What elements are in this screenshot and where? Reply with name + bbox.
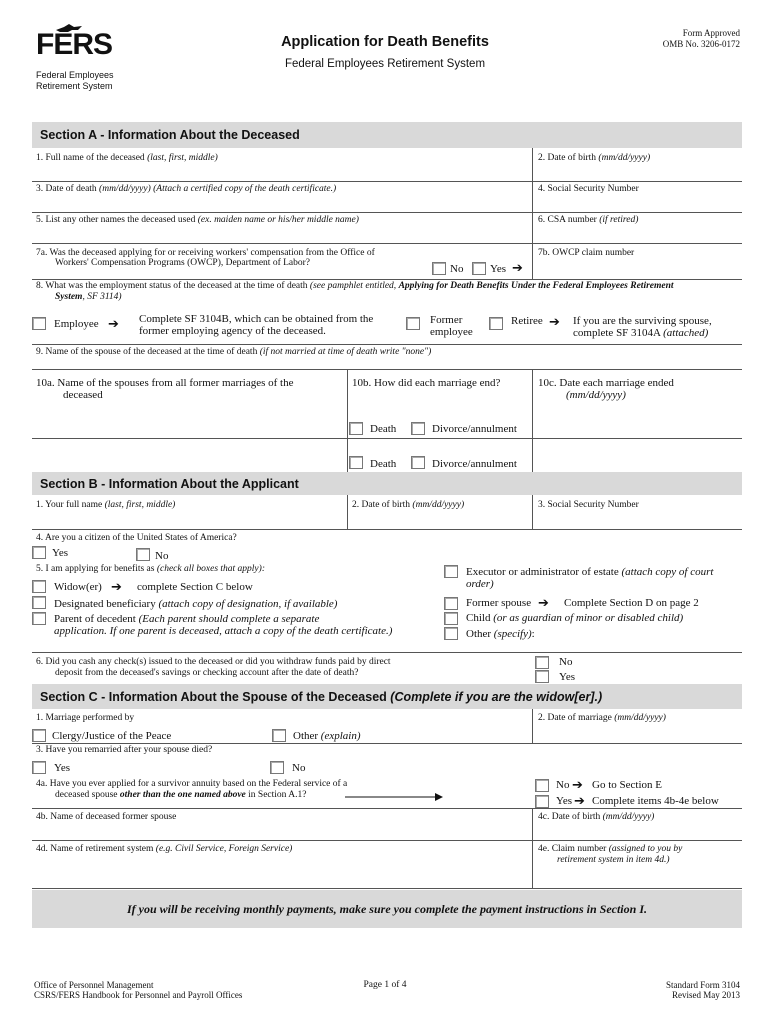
cashed-yes-label: Yes	[559, 671, 576, 683]
citizen-yes-label: Yes	[52, 547, 69, 559]
clergy-label: Clergy/Justice of the Peace	[52, 730, 172, 742]
a-q3: 3. Date of death (mm/dd/yyyy) (Attach a certified copy of the death certificate.)	[36, 184, 337, 194]
executor-hint-2: order)	[466, 578, 494, 590]
logo-subtitle	[36, 70, 114, 92]
c-q4e-line1: 4e. Claim number (assigned to you by	[538, 844, 683, 854]
clergy-checkbox[interactable]	[32, 729, 46, 742]
section-c-title: Section C - Information About the Spouse of the Deceased	[40, 689, 387, 704]
page-subtitle: Federal Employees Retirement System	[284, 58, 486, 70]
annuity-yes-checkbox[interactable]	[535, 795, 549, 808]
other-applicant-checkbox[interactable]	[444, 627, 458, 640]
a-q7b: 7b. OWCP claim number	[538, 248, 635, 258]
payment-notice-text: If you will be receiving monthly payments, make sure you complete the payment instructions in Section I.	[126, 901, 647, 916]
citizen-no-checkbox[interactable]	[136, 548, 150, 561]
c-q3: 3. Have you remarried after your spouse died?	[36, 745, 213, 755]
long-arrow-icon	[345, 793, 443, 801]
designated-label: Designated beneficiary (attach copy of designation, if available)	[54, 598, 338, 610]
widow-note: complete Section C below	[137, 581, 253, 593]
annuity-no-label: No	[556, 779, 570, 791]
former-employee-label-2: employee	[430, 326, 473, 338]
former-spouse-label: Former spouse	[466, 597, 532, 609]
a-q8-line1: 8. What was the employment status of the deceased at the time of death (see pamphlet entitled, Applying for Death Benefits Under the Federal Employees Retirement	[36, 281, 674, 291]
footer-right-1: Standard Form 3104	[666, 980, 740, 990]
retiree-note-1: If you are the surviving spouse,	[573, 315, 712, 327]
footer-right-2: Revised May 2013	[672, 990, 740, 1000]
a-q10b: 10b. How did each marriage end?	[352, 377, 501, 389]
designated-checkbox[interactable]	[32, 596, 46, 609]
marriage1-divorce-checkbox[interactable]	[411, 422, 425, 435]
former-spouse-note: Complete Section D on page 2	[564, 597, 699, 609]
c-q4d: 4d. Name of retirement system (e.g. Civil Service, Foreign Service)	[36, 844, 293, 854]
b-q3: 3. Social Security Number	[538, 500, 639, 510]
annuity-yes-label: Yes	[556, 795, 573, 807]
c-q4e-line2: retirement system in item 4d.)	[557, 855, 670, 865]
cashed-no-checkbox[interactable]	[535, 656, 549, 669]
a-q10a-line1: 10a. Name of the spouses from all former marriages of the	[36, 377, 294, 389]
parent-hint-2: application. If one parent is deceased, attach a copy of the death certificate.)	[54, 625, 393, 637]
b-q4: 4. Are you a citizen of the United States of America?	[36, 533, 237, 543]
remarried-no-label: No	[292, 762, 306, 774]
a-q4: 4. Social Security Number	[538, 184, 639, 194]
remarried-no-checkbox[interactable]	[270, 761, 284, 774]
former-spouse-checkbox[interactable]	[444, 597, 458, 610]
section-c-header	[32, 684, 742, 709]
remarried-yes-checkbox[interactable]	[32, 761, 46, 774]
b-q2: 2. Date of birth (mm/dd/yyyy)	[352, 500, 465, 510]
arrow-right-icon: ➔	[549, 315, 560, 330]
b-q5: 5. I am applying for benefits as (check all boxes that apply):	[36, 564, 265, 574]
widow-checkbox[interactable]	[32, 580, 46, 593]
parent-checkbox[interactable]	[32, 612, 46, 625]
retiree-checkbox[interactable]	[489, 317, 503, 330]
a-q10c-line1: 10c. Date each marriage ended	[538, 377, 674, 389]
arrow-right-icon: ➔	[574, 794, 585, 809]
marriage2-divorce-checkbox[interactable]	[411, 456, 425, 469]
owcp-no-label: No	[450, 263, 464, 275]
a-q6: 6. CSA number (if retired)	[538, 215, 639, 225]
child-checkbox[interactable]	[444, 612, 458, 625]
page-number: Page 1 of 4	[363, 980, 407, 990]
former-employee-label-1: Former	[430, 314, 463, 326]
page-title: Application for Death Benefits	[281, 34, 489, 50]
a-q7a-line2: Workers' Compensation Programs (OWCP), Department of Labor?	[55, 258, 311, 268]
other-applicant-label: Other (specify):	[466, 628, 535, 640]
a-q9: 9. Name of the spouse of the deceased at the time of death (if not married at time of death write "none")	[36, 347, 432, 357]
section-a-header	[32, 122, 742, 148]
logo-text: FERS	[36, 28, 113, 61]
former-employee-checkbox[interactable]	[406, 317, 420, 330]
footer-left-2: CSRS/FERS Handbook for Personnel and Payroll Offices	[34, 990, 243, 1000]
footer-left-1: Office of Personnel Management	[34, 980, 154, 990]
c-q4c: 4c. Date of birth (mm/dd/yyyy)	[538, 812, 655, 822]
a-q10a-line2: deceased	[63, 389, 103, 401]
employee-checkbox[interactable]	[32, 317, 46, 330]
marriage-other-label: Other (explain)	[293, 730, 361, 742]
employee-note-1: Complete SF 3104B, which can be obtained from the	[139, 313, 374, 325]
annuity-no-note: Go to Section E	[592, 779, 662, 791]
parent-label: Parent of decedent (Each parent should complete a separate	[54, 613, 320, 625]
owcp-no-checkbox[interactable]	[432, 262, 446, 275]
form-approved: Form Approved	[682, 28, 740, 38]
omb-number: OMB No. 3206-0172	[662, 39, 740, 49]
annuity-yes-note: Complete items 4b-4e below	[592, 795, 719, 807]
death-label: Death	[370, 458, 397, 470]
owcp-yes-label: Yes	[490, 263, 507, 275]
c-q4a-line1: 4a. Have you ever applied for a survivor annuity based on the Federal service of a	[36, 779, 348, 789]
logo-sub-line-1: Federal Employees	[36, 70, 114, 80]
b-q6-line1: 6. Did you cash any check(s) issued to the deceased or did you withdraw funds paid by direct	[36, 657, 391, 667]
section-b-title: Section B - Information About the Applicant	[40, 476, 299, 491]
divorce-label: Divorce/annulment	[432, 458, 517, 470]
a-q8-line2: System, SF 3114)	[55, 292, 122, 302]
section-b-header	[32, 472, 742, 495]
death-label: Death	[370, 423, 397, 435]
marriage2-death-checkbox[interactable]	[349, 456, 363, 469]
employee-note-2: former employing agency of the deceased.	[139, 325, 326, 337]
executor-checkbox[interactable]	[444, 565, 458, 578]
c-q1: 1. Marriage performed by	[36, 713, 135, 723]
a-q5: 5. List any other names the deceased used (ex. maiden name or his/her middle name)	[36, 215, 359, 225]
b-q1: 1. Your full name (last, first, middle)	[36, 500, 176, 510]
arrow-right-icon: ➔	[538, 596, 549, 611]
retiree-label: Retiree	[511, 315, 543, 327]
owcp-yes-checkbox[interactable]	[472, 262, 486, 275]
citizen-no-label: No	[155, 550, 169, 562]
arrow-right-icon: ➔	[512, 261, 523, 276]
b-q6-line2: deposit from the deceased's savings or checking account after the date of death?	[55, 668, 359, 678]
marriage-other-checkbox[interactable]	[272, 729, 286, 742]
employee-label: Employee	[54, 318, 99, 330]
arrow-right-icon: ➔	[111, 580, 122, 595]
remarried-yes-label: Yes	[54, 762, 71, 774]
arrow-right-icon: ➔	[108, 317, 119, 332]
citizen-yes-checkbox[interactable]	[32, 546, 46, 559]
divorce-label: Divorce/annulment	[432, 423, 517, 435]
a-q10c-line2: (mm/dd/yyyy)	[566, 389, 626, 401]
child-label: Child (or as guardian of minor or disabled child)	[466, 612, 684, 624]
logo-sub-line-2: Retirement System	[36, 81, 113, 91]
arrow-right-icon: ➔	[572, 778, 583, 793]
cashed-no-label: No	[559, 656, 573, 668]
section-a-title: Section A - Information About the Deceased	[40, 128, 300, 142]
payment-notice-bar	[32, 890, 742, 928]
annuity-no-checkbox[interactable]	[535, 779, 549, 792]
c-q2: 2. Date of marriage (mm/dd/yyyy)	[538, 713, 666, 723]
cashed-yes-checkbox[interactable]	[535, 670, 549, 683]
c-q4b: 4b. Name of deceased former spouse	[36, 812, 177, 822]
a-q2: 2. Date of birth (mm/dd/yyyy)	[538, 153, 651, 163]
section-c-note: (Complete if you are the widow[er].)	[390, 689, 603, 704]
marriage1-death-checkbox[interactable]	[349, 422, 363, 435]
executor-label: Executor or administrator of estate (attach copy of court	[466, 566, 714, 578]
widow-label: Widow(er)	[54, 581, 102, 593]
c-q4a-line2: deceased spouse other than the one named above in Section A.1?	[55, 790, 307, 800]
a-q7a-line1: 7a. Was the deceased applying for or receiving workers' compensation from the Office of	[36, 248, 375, 258]
retiree-note-2: complete SF 3104A (attached)	[573, 327, 709, 339]
a-q1: 1. Full name of the deceased (last, first, middle)	[36, 153, 218, 163]
